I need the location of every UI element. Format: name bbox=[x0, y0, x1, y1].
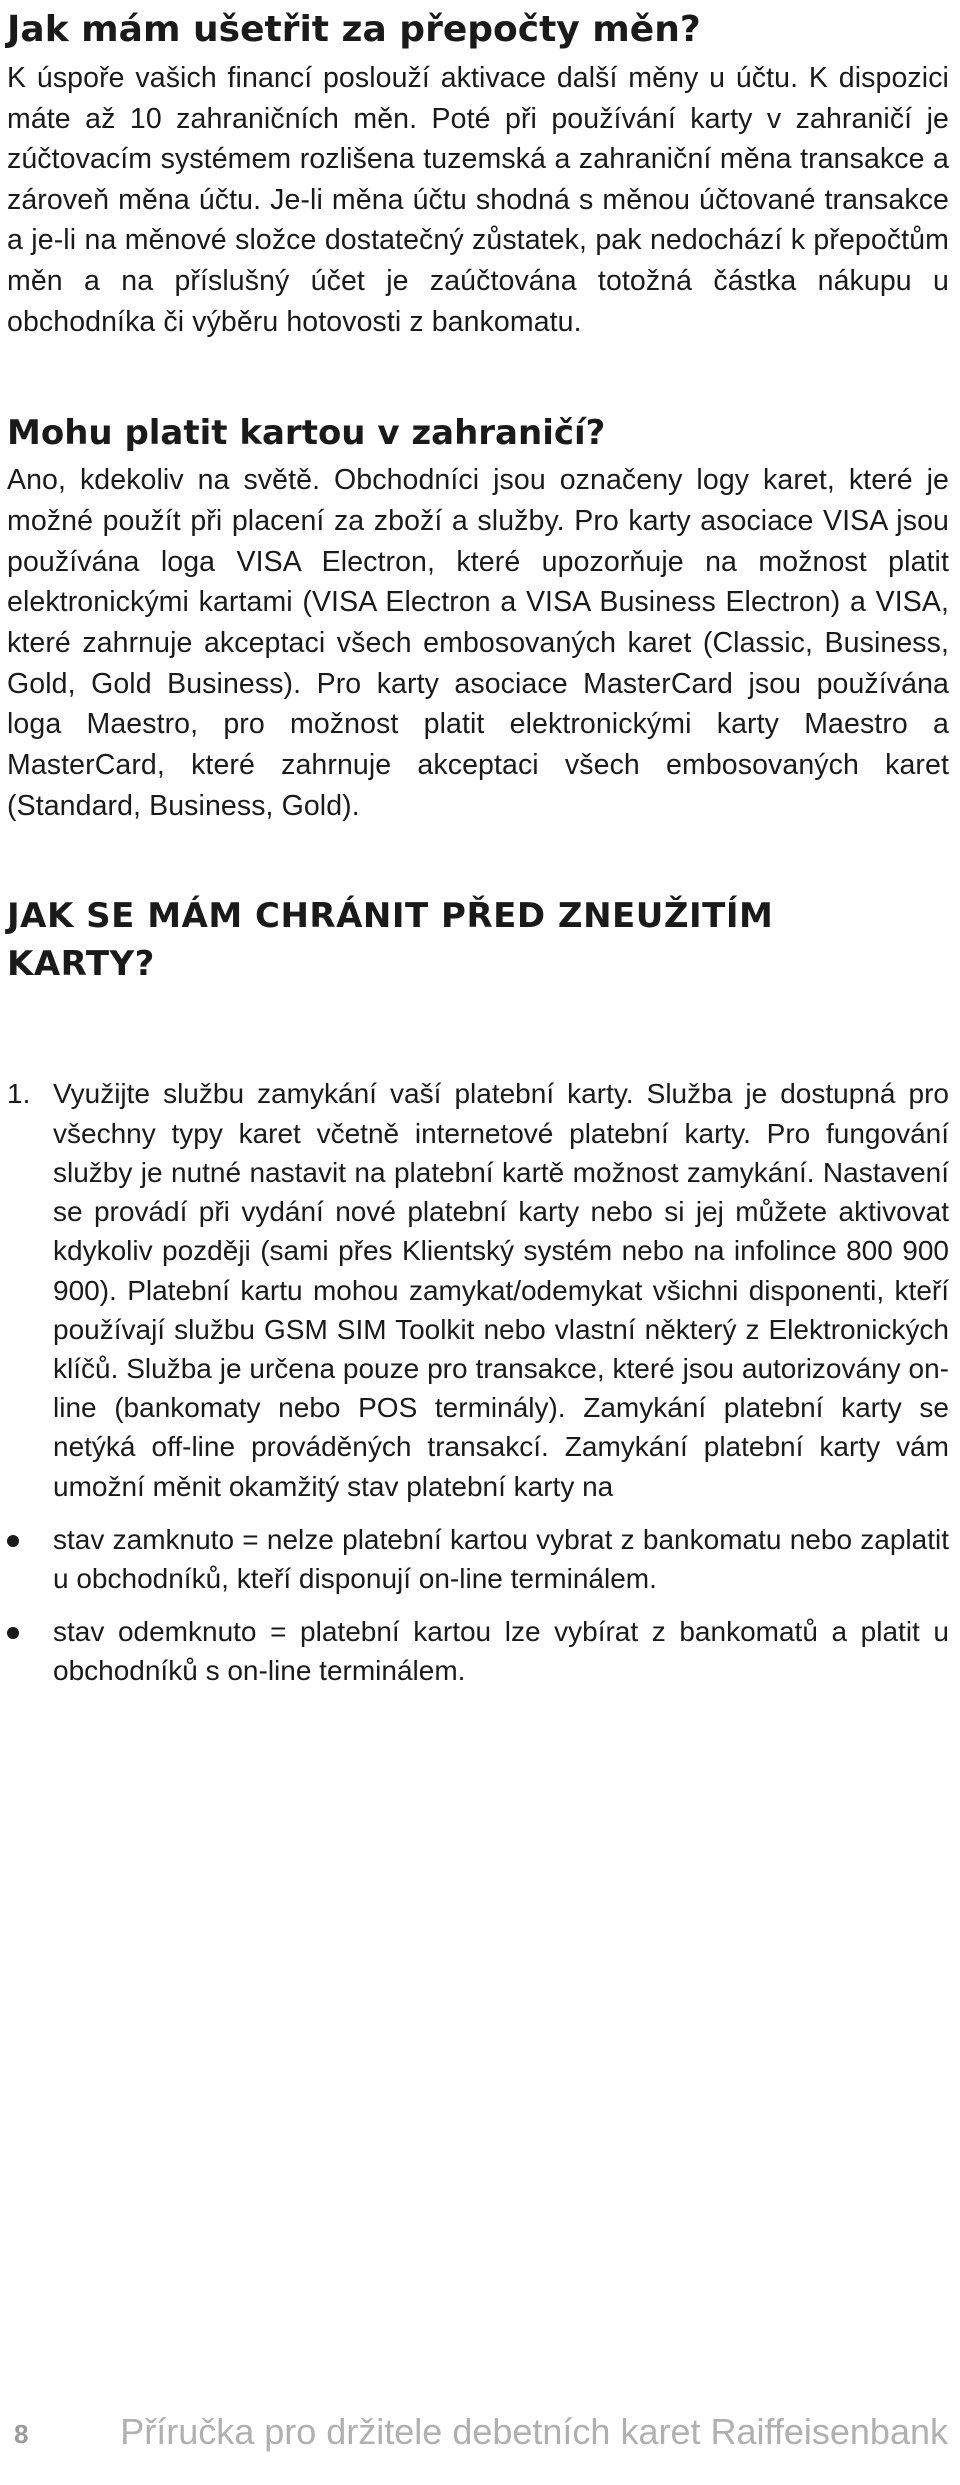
page-number: 8 bbox=[14, 2419, 29, 2449]
section-paragraph: K úspoře vašich financí poslouží aktivace další měny u účtu. K dispozici máte až 10 zahraničních měn. Poté při používání karty v zahraničí je zúčtovacím systémem rozlišena tuzemská a zahraniční měna transakce a zároveň měna účtu. Je-li měna účtu shodná s měnou účtované transakce a je-li na měnové složce dostatečný zůstatek, pak nedochází k přepočtům měn a na příslušný účet je zaúčtována totožná částka nákupu u obchodníka či výběru hotovosti z bankomatu. bbox=[7, 62, 949, 338]
list-item bbox=[7, 1612, 949, 1691]
numbered-list-item bbox=[7, 1074, 949, 1505]
bullet-icon bbox=[7, 1627, 19, 1639]
section-heading: JAK SE MÁM CHRÁNIT PŘED ZNEUŽITÍM KARTY? bbox=[7, 896, 774, 985]
section-heading: Mohu platit kartou v zahraničí? bbox=[7, 413, 606, 454]
list-item-text: stav zamknuto = nelze platební kartou vybrat z bankomatu nebo zaplatit u obchodníků, kteří disponují on-line terminálem. bbox=[53, 1523, 949, 1595]
section-currency-conversion bbox=[7, 6, 949, 342]
section-card-protection bbox=[7, 892, 949, 1690]
page-footer bbox=[0, 2408, 948, 2458]
section-pay-abroad bbox=[7, 410, 949, 826]
list-item-text: Využijte službu zamykání vaší platební karty. Služba je dostupná pro všechny typy karet včetně internetové platební karty. Pro fungování služby je nutné nastavit na platební kartě možnost zamykání. Nastavení se provádí při vydání nové platební karty nebo si jej můžete aktivovat kdykoliv později (sami přes Klientský systém nebo na infolince 800 900 900). Platební kartu mohou zamykat/odemykat všichni disponenti, kteří používají službu GSM SIM Toolkit nebo vlastní některý z Elektronických klíčů. Služba je určena pouze pro transakce, které jsou autorizovány on-line (bankomaty nebo POS terminály). Zamykání platební karty se netýká off-line prováděných transakcí. Zamykání platební karty vám umožní měnit okamžitý stav platební karty na bbox=[53, 1078, 949, 1502]
section-heading: Jak mám ušetřit za přepočty měn? bbox=[7, 9, 701, 50]
list-item-text: stav odemknuto = platební kartou lze vybírat z bankomatů a platit u obchodníků s on-line terminálem. bbox=[53, 1615, 949, 1687]
section-paragraph: Ano, kdekoliv na světě. Obchodníci jsou označeny logy karet, které je možné použít při placení za zboží a služby. Pro karty asociace VISA jsou používána loga VISA Electron, které upozorňuje na možnost platit elektronickými kartami (VISA Electron a VISA Business Electron) a VISA, které zahrnuje akceptaci všech embosovaných karet (Classic, Business, Gold, Gold Business). Pro karty asociace MasterCard jsou používána loga Maestro, pro možnost platit elektronickými karty Maestro a MasterCard, které zahrnuje akceptaci všech embosovaných karet (Standard, Business, Gold). bbox=[7, 464, 949, 822]
footer-title: Příručka pro držitele debetních karet Raiffeisenbank bbox=[120, 2411, 948, 2452]
list-number: 1. bbox=[7, 1078, 31, 1110]
list-item bbox=[7, 1520, 949, 1599]
page-content bbox=[7, 6, 949, 1704]
bullet-icon bbox=[7, 1535, 19, 1547]
bullet-list bbox=[7, 1520, 949, 1691]
